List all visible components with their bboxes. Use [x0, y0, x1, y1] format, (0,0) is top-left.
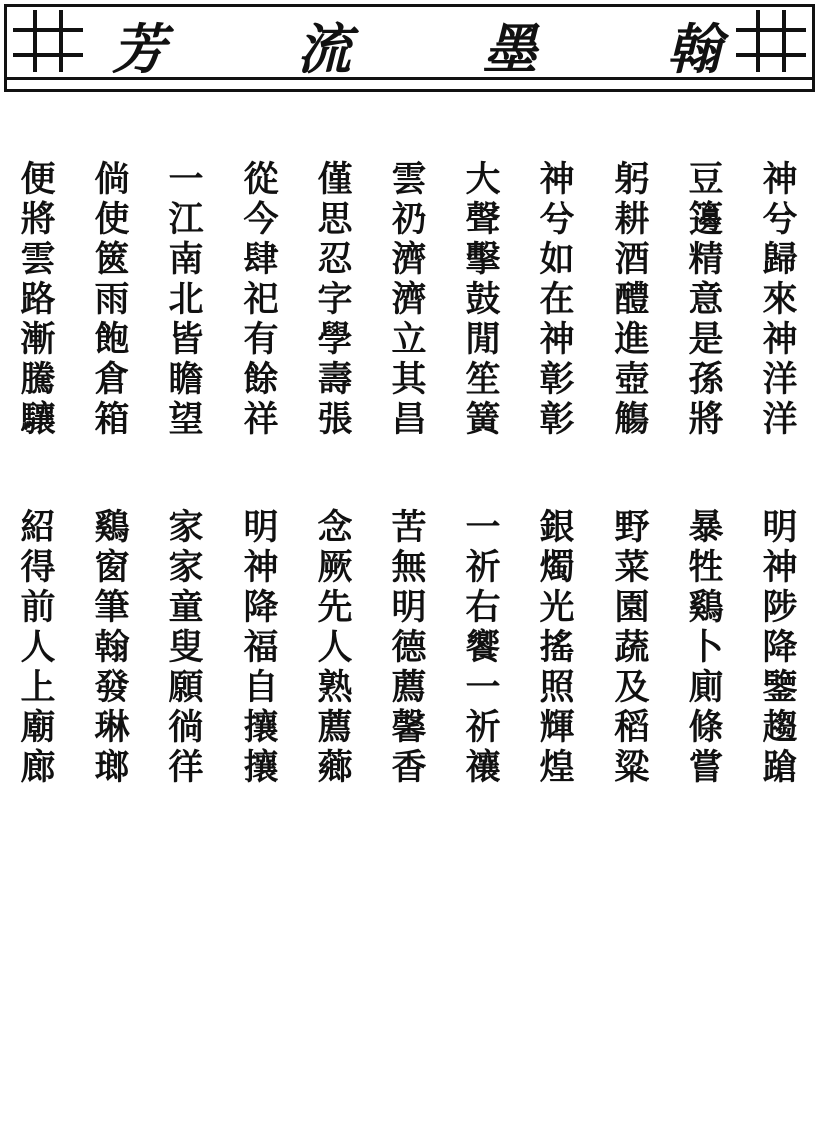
- verse-char: 雨: [94, 279, 130, 320]
- verse-char: 一: [465, 667, 501, 708]
- verse-column: [384, 160, 434, 440]
- verse-char: 忍: [317, 239, 353, 280]
- verse-char: 照: [539, 667, 575, 708]
- verse-column: [87, 508, 137, 788]
- verse-column: [532, 508, 582, 788]
- verse-char: 牲: [688, 547, 724, 588]
- verse-column: [607, 160, 657, 440]
- verse-char: 及: [614, 667, 650, 708]
- verse-column: [236, 508, 286, 788]
- verse-char: 卜: [688, 627, 724, 668]
- verse-char: 前: [20, 587, 56, 628]
- verse-char: 大: [465, 159, 501, 200]
- verse-char: 濟: [391, 279, 427, 320]
- verse-char: 意: [688, 279, 724, 320]
- title-char-3: 墨: [483, 17, 537, 81]
- verse-char: 無: [391, 547, 427, 588]
- verse-char: 嘗: [688, 747, 724, 788]
- verse-column: [755, 160, 805, 440]
- verse-char: 瞻: [168, 359, 204, 400]
- verse-char: 壺: [614, 359, 650, 400]
- verse-char: 進: [614, 319, 650, 360]
- verse-char: 路: [20, 279, 56, 320]
- verse-char: 江: [168, 199, 204, 240]
- verse-char: 餘: [243, 359, 279, 400]
- verse-char: 降: [762, 627, 798, 668]
- verse-char: 洋: [762, 399, 798, 440]
- verse-char: 壽: [317, 359, 353, 400]
- verse-char: 一: [465, 507, 501, 548]
- verse-char: 徜: [168, 707, 204, 748]
- verse-char: 祈: [465, 707, 501, 748]
- verse-char: 籩: [688, 199, 724, 240]
- verse-char: 自: [243, 667, 279, 708]
- verse-char: 張: [317, 399, 353, 440]
- verse-char: 豆: [688, 159, 724, 200]
- verse-column: [384, 508, 434, 788]
- verse-column: [87, 160, 137, 440]
- verse-char: 如: [539, 239, 575, 280]
- title-char-2: 流: [297, 17, 351, 81]
- verse-column: [13, 160, 63, 440]
- verse-column: [607, 508, 657, 788]
- title-banner: [4, 4, 815, 92]
- verse-char: 禳: [465, 747, 501, 788]
- verse-char: 輝: [539, 707, 575, 748]
- verse-char: 鑒: [762, 667, 798, 708]
- verse-char: 神: [243, 547, 279, 588]
- verse-char: 窗: [94, 547, 130, 588]
- verse-char: 趨: [762, 707, 798, 748]
- verse-char: 人: [317, 627, 353, 668]
- verse-column: [532, 160, 582, 440]
- verse-char: 鷄: [94, 507, 130, 548]
- verse-char: 神: [539, 159, 575, 200]
- verse-char: 雲: [20, 239, 56, 280]
- verse-char: 望: [168, 399, 204, 440]
- verse-char: 童: [168, 587, 204, 628]
- verse-char: 從: [243, 159, 279, 200]
- verse-column: [681, 160, 731, 440]
- verse-char: 降: [243, 587, 279, 628]
- verse-char: 條: [688, 707, 724, 748]
- verse-char: 雲: [391, 159, 427, 200]
- verse-char: 閒: [465, 319, 501, 360]
- verse-char: 瑯: [94, 747, 130, 788]
- verse-char: 煌: [539, 747, 575, 788]
- verse-char: 筆: [94, 587, 130, 628]
- verse-char: 將: [688, 399, 724, 440]
- verse-char: 兮: [762, 199, 798, 240]
- verse-char: 箱: [94, 399, 130, 440]
- verse-char: 醴: [614, 279, 650, 320]
- verse-column: [310, 508, 360, 788]
- verse-char: 學: [317, 319, 353, 360]
- verse-char: 紹: [20, 507, 56, 548]
- verse-char: 上: [20, 667, 56, 708]
- fretwork-ornament-right: [736, 10, 806, 72]
- verse-char: 擊: [465, 239, 501, 280]
- verse-char: 來: [762, 279, 798, 320]
- verse-char: 琳: [94, 707, 130, 748]
- verse-char: 神: [762, 319, 798, 360]
- verse-char: 聲: [465, 199, 501, 240]
- verse-char: 家: [168, 547, 204, 588]
- verse-column: [161, 508, 211, 788]
- verse-char: 神: [762, 159, 798, 200]
- verse-char: 鷄: [688, 587, 724, 628]
- title-char-1: 芳: [112, 17, 166, 81]
- verse-char: 篋: [94, 239, 130, 280]
- verse-char: 明: [391, 587, 427, 628]
- verse-block-1: [0, 160, 819, 440]
- verse-column: [458, 160, 508, 440]
- verse-char: 陟: [762, 587, 798, 628]
- verse-char: 觴: [614, 399, 650, 440]
- verse-char: 兮: [539, 199, 575, 240]
- verse-char: 廁: [688, 667, 724, 708]
- verse-char: 稻: [614, 707, 650, 748]
- verse-char: 家: [168, 507, 204, 548]
- verse-char: 廊: [20, 747, 56, 788]
- verse-char: 南: [168, 239, 204, 280]
- verse-char: 其: [391, 359, 427, 400]
- verse-char: 人: [20, 627, 56, 668]
- verse-char: 得: [20, 547, 56, 588]
- verse-char: 字: [317, 279, 353, 320]
- verse-char: 徉: [168, 747, 204, 788]
- verse-char: 飽: [94, 319, 130, 360]
- title-char-4: 翰: [667, 17, 721, 81]
- verse-char: 菜: [614, 547, 650, 588]
- verse-char: 躬: [614, 159, 650, 200]
- verse-char: 精: [688, 239, 724, 280]
- verse-char: 僅: [317, 159, 353, 200]
- verse-char: 祥: [243, 399, 279, 440]
- verse-char: 是: [688, 319, 724, 360]
- fretwork-ornament-left: [13, 10, 83, 72]
- verse-column: [236, 160, 286, 440]
- verse-char: 神: [539, 319, 575, 360]
- verse-char: 光: [539, 587, 575, 628]
- verse-block-2: [0, 508, 819, 788]
- verse-char: 昌: [391, 399, 427, 440]
- verse-char: 念: [317, 507, 353, 548]
- verse-char: 叟: [168, 627, 204, 668]
- verse-column: [161, 160, 211, 440]
- verse-column: [458, 508, 508, 788]
- verse-char: 肆: [243, 239, 279, 280]
- verse-char: 騰: [20, 359, 56, 400]
- verse-char: 野: [614, 507, 650, 548]
- verse-char: 便: [20, 159, 56, 200]
- verse-char: 德: [391, 627, 427, 668]
- verse-char: 攘: [243, 707, 279, 748]
- verse-char: 福: [243, 627, 279, 668]
- verse-char: 歸: [762, 239, 798, 280]
- verse-char: 彰: [539, 399, 575, 440]
- verse-char: 今: [243, 199, 279, 240]
- verse-char: 立: [391, 319, 427, 360]
- verse-char: 酒: [614, 239, 650, 280]
- verse-char: 先: [317, 587, 353, 628]
- verse-char: 明: [762, 507, 798, 548]
- verse-char: 祀: [243, 279, 279, 320]
- verse-char: 攘: [243, 747, 279, 788]
- verse-char: 神: [762, 547, 798, 588]
- verse-char: 香: [391, 747, 427, 788]
- verse-char: 園: [614, 587, 650, 628]
- verse-char: 鼓: [465, 279, 501, 320]
- verse-char: 洋: [762, 359, 798, 400]
- verse-char: 薌: [317, 747, 353, 788]
- verse-char: 翰: [94, 627, 130, 668]
- verse-char: 笙: [465, 359, 501, 400]
- verse-char: 廟: [20, 707, 56, 748]
- verse-char: 祈: [465, 547, 501, 588]
- verse-char: 薦: [391, 667, 427, 708]
- verse-char: 暴: [688, 507, 724, 548]
- verse-char: 倘: [94, 159, 130, 200]
- verse-char: 北: [168, 279, 204, 320]
- verse-char: 將: [20, 199, 56, 240]
- verse-char: 蹌: [762, 747, 798, 788]
- verse-char: 有: [243, 319, 279, 360]
- verse-char: 皆: [168, 319, 204, 360]
- verse-char: 驤: [20, 399, 56, 440]
- verse-char: 倉: [94, 359, 130, 400]
- verse-char: 熟: [317, 667, 353, 708]
- verse-char: 馨: [391, 707, 427, 748]
- verse-column: [13, 508, 63, 788]
- verse-char: 發: [94, 667, 130, 708]
- verse-char: 濟: [391, 239, 427, 280]
- verse-char: 使: [94, 199, 130, 240]
- verse-column: [681, 508, 731, 788]
- verse-char: 彰: [539, 359, 575, 400]
- verse-char: 簧: [465, 399, 501, 440]
- verse-char: 一: [168, 159, 204, 200]
- verse-char: 苦: [391, 507, 427, 548]
- verse-column: [755, 508, 805, 788]
- verse-char: 燭: [539, 547, 575, 588]
- verse-column: [310, 160, 360, 440]
- verse-char: 厥: [317, 547, 353, 588]
- verse-char: 在: [539, 279, 575, 320]
- verse-char: 搖: [539, 627, 575, 668]
- verse-char: 右: [465, 587, 501, 628]
- verse-char: 孫: [688, 359, 724, 400]
- verse-char: 思: [317, 199, 353, 240]
- verse-char: 願: [168, 667, 204, 708]
- verse-char: 銀: [539, 507, 575, 548]
- verse-char: 漸: [20, 319, 56, 360]
- verse-char: 饗: [465, 627, 501, 668]
- verse-char: 蔬: [614, 627, 650, 668]
- verse-char: 粱: [614, 747, 650, 788]
- verse-char: 明: [243, 507, 279, 548]
- verse-char: 薦: [317, 707, 353, 748]
- verse-char: 耕: [614, 199, 650, 240]
- verse-char: 礽: [391, 199, 427, 240]
